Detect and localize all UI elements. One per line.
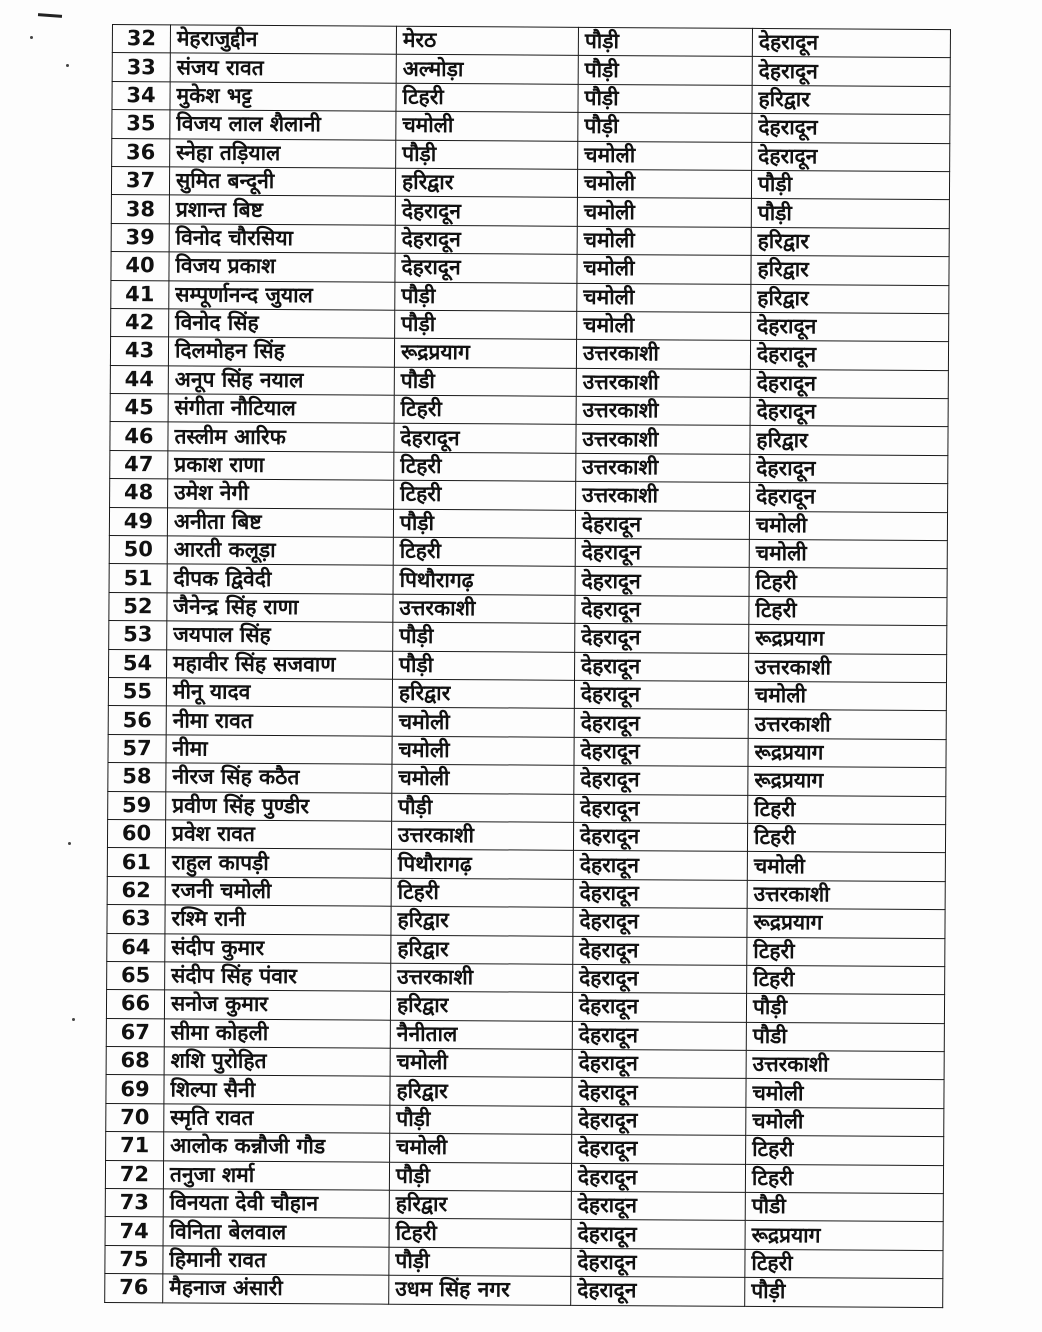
allotted-district-cell: हरिद्वार (751, 227, 949, 257)
current-district-cell: देहरादून (571, 1191, 745, 1220)
allotted-district-cell: हरिद्वार (752, 85, 950, 115)
serial-number-cell: 71 (106, 1132, 164, 1161)
home-district-cell: देहरादून (394, 424, 576, 454)
employee-name-cell: महावीर सिंह सजवाण (167, 649, 393, 679)
employee-name-cell: संगीता नौटियाल (168, 394, 394, 424)
current-district-cell: देहरादून (573, 822, 747, 851)
serial-number-cell: 64 (107, 933, 165, 962)
current-district-cell: देहरादून (574, 794, 748, 823)
allotted-district-cell: चमोली (749, 511, 947, 541)
employee-name-cell: दिलमोहन सिंह (168, 337, 394, 367)
allotted-district-cell: देहरादून (750, 341, 948, 371)
current-district-cell: चमोली (577, 226, 751, 255)
allotted-district-cell: उत्तरकाशी (746, 1050, 944, 1080)
allotted-district-cell: देहरादून (751, 312, 949, 342)
employee-name-cell: दीपक द्विवेदी (167, 564, 393, 594)
home-district-cell: चमोली (392, 708, 574, 738)
employee-name-cell: संदीप कुमार (165, 933, 391, 963)
employee-name-cell: अनीता बिष्ट (167, 507, 393, 537)
home-district-cell: मेरठ (396, 26, 578, 56)
home-district-cell: चमोली (390, 1048, 572, 1078)
current-district-cell: देहरादून (571, 1220, 745, 1249)
current-district-cell: देहरादून (571, 1277, 745, 1306)
serial-number-cell: 55 (108, 677, 166, 706)
current-district-cell: चमोली (577, 311, 751, 340)
home-district-cell: पौड़ी (396, 140, 578, 170)
allotted-district-cell: रूद्रप्रयाग (745, 1221, 943, 1251)
serial-number-cell: 47 (110, 450, 168, 479)
serial-number-cell: 45 (110, 394, 168, 423)
home-district-cell: पौड़ी (395, 310, 577, 340)
allotted-district-cell: टिहरी (749, 568, 947, 598)
allotted-district-cell: चमोली (746, 1079, 944, 1109)
serial-number-cell: 54 (109, 649, 167, 678)
employee-name-cell: हिमानी रावत (163, 1246, 389, 1276)
allotted-district-cell: पौड़ी (751, 199, 949, 229)
home-district-cell: चमोली (396, 111, 578, 141)
current-district-cell: पौड़ी (578, 27, 752, 56)
serial-number-cell: 42 (111, 308, 169, 337)
serial-number-cell: 59 (108, 791, 166, 820)
home-district-cell: चमोली (392, 736, 574, 766)
allotted-district-cell: रूद्रप्रयाग (749, 625, 947, 655)
current-district-cell: देहरादून (571, 1163, 745, 1192)
employee-name-cell: रजनी चमोली (165, 877, 391, 907)
allotted-district-cell: देहरादून (752, 142, 950, 172)
home-district-cell: देहरादून (395, 197, 577, 227)
allotted-district-cell: रूद्रप्रयाग (747, 909, 945, 939)
allotted-district-cell: देहरादून (750, 483, 948, 513)
serial-number-cell: 33 (112, 53, 170, 82)
allotted-district-cell: चमोली (746, 1107, 944, 1137)
current-district-cell: देहरादून (575, 538, 749, 567)
serial-number-cell: 44 (110, 365, 168, 394)
serial-number-cell: 69 (106, 1075, 164, 1104)
current-district-cell: देहरादून (574, 765, 748, 794)
serial-number-cell: 57 (108, 734, 166, 763)
current-district-cell: देहरादून (575, 567, 749, 596)
employee-name-cell: मैहनाज अंसारी (163, 1274, 389, 1304)
current-district-cell: देहरादून (575, 595, 749, 624)
employee-name-cell: मेहराजुद्दीन (170, 25, 396, 55)
serial-number-cell: 73 (105, 1188, 163, 1217)
allotted-district-cell: टिहरी (748, 795, 946, 825)
employee-name-cell: संजय रावत (170, 53, 396, 83)
current-district-cell: उत्तरकाशी (576, 340, 750, 369)
employee-name-cell: अनूप सिंह नयाल (168, 366, 394, 396)
allotted-district-cell: पौड़ी (751, 170, 949, 200)
allotted-district-cell: टिहरी (747, 937, 945, 967)
allotted-district-cell: टिहरी (745, 1249, 943, 1279)
allotted-district-cell: रूद्रप्रयाग (748, 738, 946, 768)
serial-number-cell: 70 (106, 1103, 164, 1132)
current-district-cell: देहरादून (573, 936, 747, 965)
current-district-cell: देहरादून (574, 652, 748, 681)
home-district-cell: उत्तरकाशी (391, 963, 573, 993)
current-district-cell: देहरादून (572, 1078, 746, 1107)
current-district-cell: देहरादून (575, 510, 749, 539)
employee-name-cell: सम्पूर्णानन्द जुयाल (169, 280, 395, 310)
allotted-district-cell: हरिद्वार (750, 426, 948, 456)
pen-mark (38, 13, 62, 18)
current-district-cell: चमोली (578, 141, 752, 170)
allotted-district-cell: हरिद्वार (751, 256, 949, 286)
employee-name-cell: रश्मि रानी (165, 905, 391, 935)
allotted-district-cell: देहरादून (752, 57, 950, 87)
stray-dot (30, 36, 33, 39)
employee-name-cell: प्रवेश रावत (165, 820, 391, 850)
serial-number-cell: 62 (107, 876, 165, 905)
employee-name-cell: तनुजा शर्मा (163, 1160, 389, 1190)
employee-name-cell: राहुल कापड़ी (165, 848, 391, 878)
serial-number-cell: 48 (110, 479, 168, 508)
serial-number-cell: 60 (107, 819, 165, 848)
employee-name-cell: विनयता देवी चौहान (163, 1189, 389, 1219)
allotted-district-cell: पौड़ी (746, 994, 944, 1024)
current-district-cell: चमोली (577, 283, 751, 312)
serial-number-cell: 61 (107, 848, 165, 877)
current-district-cell: पौड़ी (578, 56, 752, 85)
employee-name-cell: विजय प्रकाश (169, 252, 395, 282)
stray-dot (72, 1018, 75, 1021)
allotted-district-cell: टिहरी (745, 1164, 943, 1194)
home-district-cell: हरिद्वार (395, 168, 577, 198)
stray-dot (68, 842, 71, 845)
current-district-cell: देहरादून (572, 1021, 746, 1050)
home-district-cell: पौड़ी (392, 793, 574, 823)
allotted-district-cell: उत्तरकाशी (748, 653, 946, 683)
allotted-district-cell: देहरादून (750, 369, 948, 399)
home-district-cell: अल्मोड़ा (396, 55, 578, 85)
serial-number-cell: 37 (111, 166, 169, 195)
serial-number-cell: 50 (109, 536, 167, 565)
serial-number-cell: 68 (106, 1047, 164, 1076)
home-district-cell: उत्तरकाशी (393, 594, 575, 624)
home-district-cell: पौड़ी (393, 509, 575, 539)
employee-name-cell: विजय लाल शैलानी (170, 110, 396, 140)
allotted-district-cell: टिहरी (747, 965, 945, 995)
home-district-cell: उत्तरकाशी (391, 821, 573, 851)
current-district-cell: देहरादून (575, 624, 749, 653)
current-district-cell: देहरादून (574, 709, 748, 738)
employee-name-cell: नीरज सिंह कठैत (166, 763, 392, 793)
employee-name-cell: स्नेहा तड़ियाल (170, 138, 396, 168)
employee-name-cell: संदीप सिंह पंवार (165, 962, 391, 992)
serial-number-cell: 51 (109, 564, 167, 593)
home-district-cell: रूद्रप्रयाग (394, 339, 576, 369)
home-district-cell: हरिद्वार (392, 679, 574, 709)
allotted-district-cell: चमोली (747, 852, 945, 882)
home-district-cell: पौड़ी (393, 651, 575, 681)
employee-name-cell: सुमित बन्दूनी (169, 167, 395, 197)
serial-number-cell: 75 (105, 1245, 163, 1274)
employee-name-cell: स्मृति रावत (164, 1104, 390, 1134)
employee-name-cell: शिल्पा सैनी (164, 1075, 390, 1105)
employee-name-cell: आलोक कन्नौजी गौड (164, 1132, 390, 1162)
serial-number-cell: 72 (105, 1160, 163, 1189)
employee-name-cell: सीमा कोहली (164, 1019, 390, 1049)
employee-name-cell: उमेश नेगी (168, 479, 394, 509)
current-district-cell: देहरादून (571, 1248, 745, 1277)
serial-number-cell: 65 (107, 961, 165, 990)
employee-name-cell: मुकेश भट्ट (170, 82, 396, 112)
home-district-cell: पौड़ी (389, 1162, 571, 1192)
current-district-cell: देहरादून (573, 964, 747, 993)
serial-number-cell: 39 (111, 223, 169, 252)
serial-number-cell: 52 (109, 592, 167, 621)
allotted-district-cell: देहरादून (752, 114, 950, 144)
employee-name-cell: मीनू यादव (166, 678, 392, 708)
allotted-district-cell: टिहरी (749, 596, 947, 626)
employee-name-cell: विनोद चौरसिया (169, 224, 395, 254)
home-district-cell: टिहरी (394, 480, 576, 510)
allotted-district-cell: उत्तरकाशी (748, 710, 946, 740)
employee-name-cell: शशि पुरोहित (164, 1047, 390, 1077)
home-district-cell: पिथौरागढ़ (393, 566, 575, 596)
home-district-cell: टिहरी (389, 1219, 571, 1249)
home-district-cell: हरिद्वार (390, 1077, 572, 1107)
table-row (105, 1274, 943, 1308)
current-district-cell: देहरादून (573, 907, 747, 936)
serial-number-cell: 56 (108, 706, 166, 735)
allotted-district-cell: पौडी (746, 1022, 944, 1052)
home-district-cell: पौड़ी (395, 282, 577, 312)
home-district-cell: टिहरी (394, 395, 576, 425)
home-district-cell: पौड़ी (390, 1105, 572, 1135)
home-district-cell: उधम सिंह नगर (389, 1275, 571, 1305)
current-district-cell: उत्तरकाशी (576, 368, 750, 397)
home-district-cell: पिथौरागढ़ (391, 850, 573, 880)
employee-name-cell: नीमा (166, 735, 392, 765)
employee-name-cell: तस्लीम आरिफ (168, 422, 394, 452)
current-district-cell: देहरादून (574, 680, 748, 709)
serial-number-cell: 74 (105, 1217, 163, 1246)
home-district-cell: टिहरी (396, 83, 578, 113)
current-district-cell: उत्तरकाशी (576, 482, 750, 511)
transfer-list-table (104, 24, 951, 1308)
serial-number-cell: 32 (112, 25, 170, 54)
home-district-cell: चमोली (390, 1133, 572, 1163)
current-district-cell: देहरादून (573, 851, 747, 880)
current-district-cell: देहरादून (573, 879, 747, 908)
home-district-cell: पौडी (394, 367, 576, 397)
serial-number-cell: 53 (109, 621, 167, 650)
allotted-district-cell: टिहरी (746, 1136, 944, 1166)
allotted-district-cell: रूद्रप्रयाग (748, 767, 946, 797)
employee-name-cell: प्रवीण सिंह पुण्डीर (166, 791, 392, 821)
home-district-cell: पौड़ी (393, 622, 575, 652)
serial-number-cell: 35 (112, 110, 170, 139)
allotted-district-cell: देहरादून (750, 397, 948, 427)
serial-number-cell: 63 (107, 905, 165, 934)
home-district-cell: हरिद्वार (389, 1190, 571, 1220)
employee-name-cell: विनोद सिंह (169, 309, 395, 339)
serial-number-cell: 36 (112, 138, 170, 167)
employee-name-cell: प्रशान्त बिष्ट (169, 195, 395, 225)
serial-number-cell: 38 (111, 195, 169, 224)
employee-name-cell: जैनेन्द्र सिंह राणा (167, 593, 393, 623)
stray-dot (66, 64, 69, 67)
current-district-cell: देहरादून (572, 993, 746, 1022)
employee-name-cell: प्रकाश राणा (168, 451, 394, 481)
home-district-cell: टिहरी (391, 878, 573, 908)
current-district-cell: चमोली (577, 169, 751, 198)
home-district-cell: टिहरी (393, 537, 575, 567)
serial-number-cell: 49 (109, 507, 167, 536)
serial-number-cell: 43 (110, 337, 168, 366)
employee-name-cell: आरती कलूड़ा (167, 536, 393, 566)
allotted-district-cell: टिहरी (747, 823, 945, 853)
employee-name-cell: सनोज कुमार (164, 990, 390, 1020)
employee-name-cell: नीमा रावत (166, 706, 392, 736)
serial-number-cell: 46 (110, 422, 168, 451)
home-district-cell: नैनीताल (390, 1020, 572, 1050)
employee-name-cell: विनिता बेलवाल (163, 1217, 389, 1247)
allotted-district-cell: देहरादून (750, 454, 948, 484)
current-district-cell: देहरादून (572, 1049, 746, 1078)
allotted-district-cell: चमोली (748, 681, 946, 711)
current-district-cell: पौड़ी (578, 84, 752, 113)
serial-number-cell: 41 (111, 280, 169, 309)
serial-number-cell: 58 (108, 763, 166, 792)
current-district-cell: देहरादून (572, 1135, 746, 1164)
home-district-cell: हरिद्वार (391, 906, 573, 936)
allotted-district-cell: हरिद्वार (751, 284, 949, 314)
home-district-cell: देहरादून (395, 225, 577, 255)
table-body (105, 25, 951, 1308)
current-district-cell: उत्तरकाशी (576, 425, 750, 454)
current-district-cell: चमोली (577, 198, 751, 227)
current-district-cell: उत्तरकाशी (576, 453, 750, 482)
allotted-district-cell: देहरादून (752, 28, 950, 58)
allotted-district-cell: चमोली (749, 539, 947, 569)
serial-number-cell: 67 (106, 1018, 164, 1047)
home-district-cell: टिहरी (394, 452, 576, 482)
allotted-district-cell: उत्तरकाशी (747, 880, 945, 910)
home-district-cell: चमोली (392, 764, 574, 794)
allotted-district-cell: पौड़ी (745, 1278, 943, 1308)
allotted-district-cell: पौडी (745, 1192, 943, 1222)
serial-number-cell: 66 (106, 990, 164, 1019)
home-district-cell: पौड़ी (389, 1247, 571, 1277)
current-district-cell: चमोली (577, 254, 751, 283)
serial-number-cell: 34 (112, 81, 170, 110)
home-district-cell: हरिद्वार (390, 992, 572, 1022)
current-district-cell: देहरादून (574, 737, 748, 766)
serial-number-cell: 40 (111, 252, 169, 281)
current-district-cell: पौड़ी (578, 113, 752, 142)
employee-name-cell: जयपाल सिंह (167, 621, 393, 651)
home-district-cell: देहरादून (395, 253, 577, 283)
current-district-cell: उत्तरकाशी (576, 396, 750, 425)
home-district-cell: हरिद्वार (391, 935, 573, 965)
current-district-cell: देहरादून (572, 1106, 746, 1135)
serial-number-cell: 76 (105, 1274, 163, 1303)
